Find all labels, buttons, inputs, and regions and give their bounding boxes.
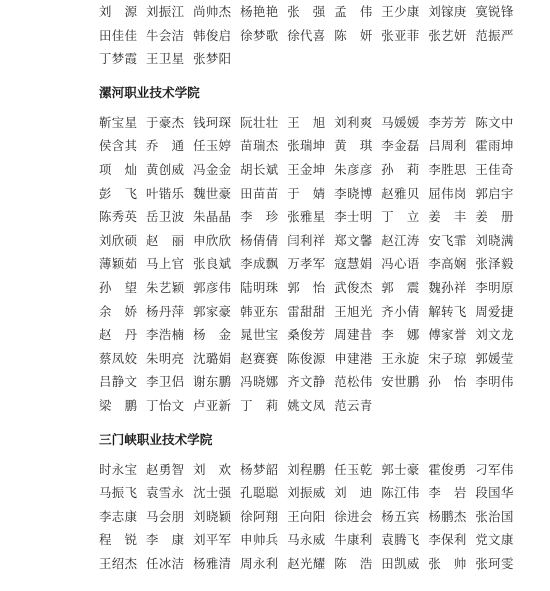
name-list-continued [99,0,550,71]
name-row: 余 娇 杨丹萍 郭家豪 韩亚东 雷甜甜 王旭光 齐小倩 解转飞 周爱捷 [99,303,514,319]
name-row: 李志康 马会朋 刘晓颖 徐阿翔 王向阳 徐进会 杨五宾 杨鹏杰 张治国 [99,508,514,524]
name-row: 孙 望 朱艺颖 郭彦伟 陆明珠 郭 怡 武俊杰 郭 震 魏孙祥 李明原 [99,279,514,295]
name-row: 时永宝 赵勇智 刘 欢 杨梦韶 刘程鹏 任玉乾 郭士豪 霍俊勇 刁军伟 [99,461,514,477]
name-row: 彭 飞 叶锴乐 魏世豪 田苗苗 于 婧 李晓博 赵雅贝 屈伟岗 郭启宇 [99,185,514,201]
name-row: 马振飞 袁雪永 沈士强 孔聪聪 刘振威 刘 迪 陈江伟 李 岩 段国华 [99,485,514,501]
section-sanmenxia [99,427,550,576]
section-heading: 三门峡职业技术学院 [99,431,213,447]
name-row: 梁 鹏 丁怡文 卢亚新 丁 莉 姚文凤 范云青 [99,397,373,413]
document-page [99,0,550,575]
name-row: 田佳佳 牛会洁 韩俊启 徐梦歌 徐代喜 陈 妍 张亚菲 张艺妍 范振严 [99,27,514,43]
name-row: 侯含其 乔 通 任玉婷 苗瑞杰 张瑞坤 黄 琪 李金磊 吕周利 霍雨坤 [99,138,514,154]
name-row: 赵 丹 李浩楠 杨 金 晁世宝 桑俊芳 周建昔 李 娜 傅家誉 刘文龙 [99,327,514,343]
name-row: 薄颖茹 马上官 张良斌 李成飘 万孝军 寇慧娟 冯心语 李高娴 张泽毅 [99,256,514,272]
name-row: 丁梦霞 王卫星 张梦阳 [99,51,232,67]
name-row: 项 灿 黄创威 冯金金 胡长斌 王金坤 朱彦彦 孙 莉 李胜思 王佳奇 [99,161,514,177]
name-row: 靳宝星 于豪杰 钱珂琛 阮壮壮 王 旭 刘利爽 马媛媛 李芳芳 陈文中 [99,114,514,130]
name-row: 王绍杰 任冰洁 杨雅清 周永利 赵光耀 陈 浩 田凯威 张 帅 张珂雯 [99,555,514,571]
section-luohe [99,80,550,418]
name-row: 刘 源 刘振江 尚帅杰 杨艳艳 张 强 孟 伟 王少康 刘镓庚 寞锐锋 [99,4,514,19]
name-row: 蔡凤姣 朱明亮 沈璐娟 赵赛赛 陈俊源 申建港 王永旋 宋子琼 郭媛莹 [99,350,514,366]
name-row: 陈秀英 岳卫波 朱晶晶 李 珍 张雅星 李士明 丁 立 姜 丰 姜 册 [99,209,514,225]
name-row: 程 锐 李 康 刘平军 申帅兵 马永威 牛康利 袁腾飞 李保利 党文康 [99,532,514,548]
name-row: 刘欣硕 赵 丽 申欣欣 杨倩倩 闫利祥 郑文馨 赵江涛 安飞霏 刘晓满 [99,232,514,248]
name-row: 吕静文 李卫侣 谢东鹏 冯晓娜 齐文静 范松伟 安世鹏 孙 怡 李明伟 [99,374,514,390]
section-heading: 漯河职业技术学院 [99,84,200,100]
